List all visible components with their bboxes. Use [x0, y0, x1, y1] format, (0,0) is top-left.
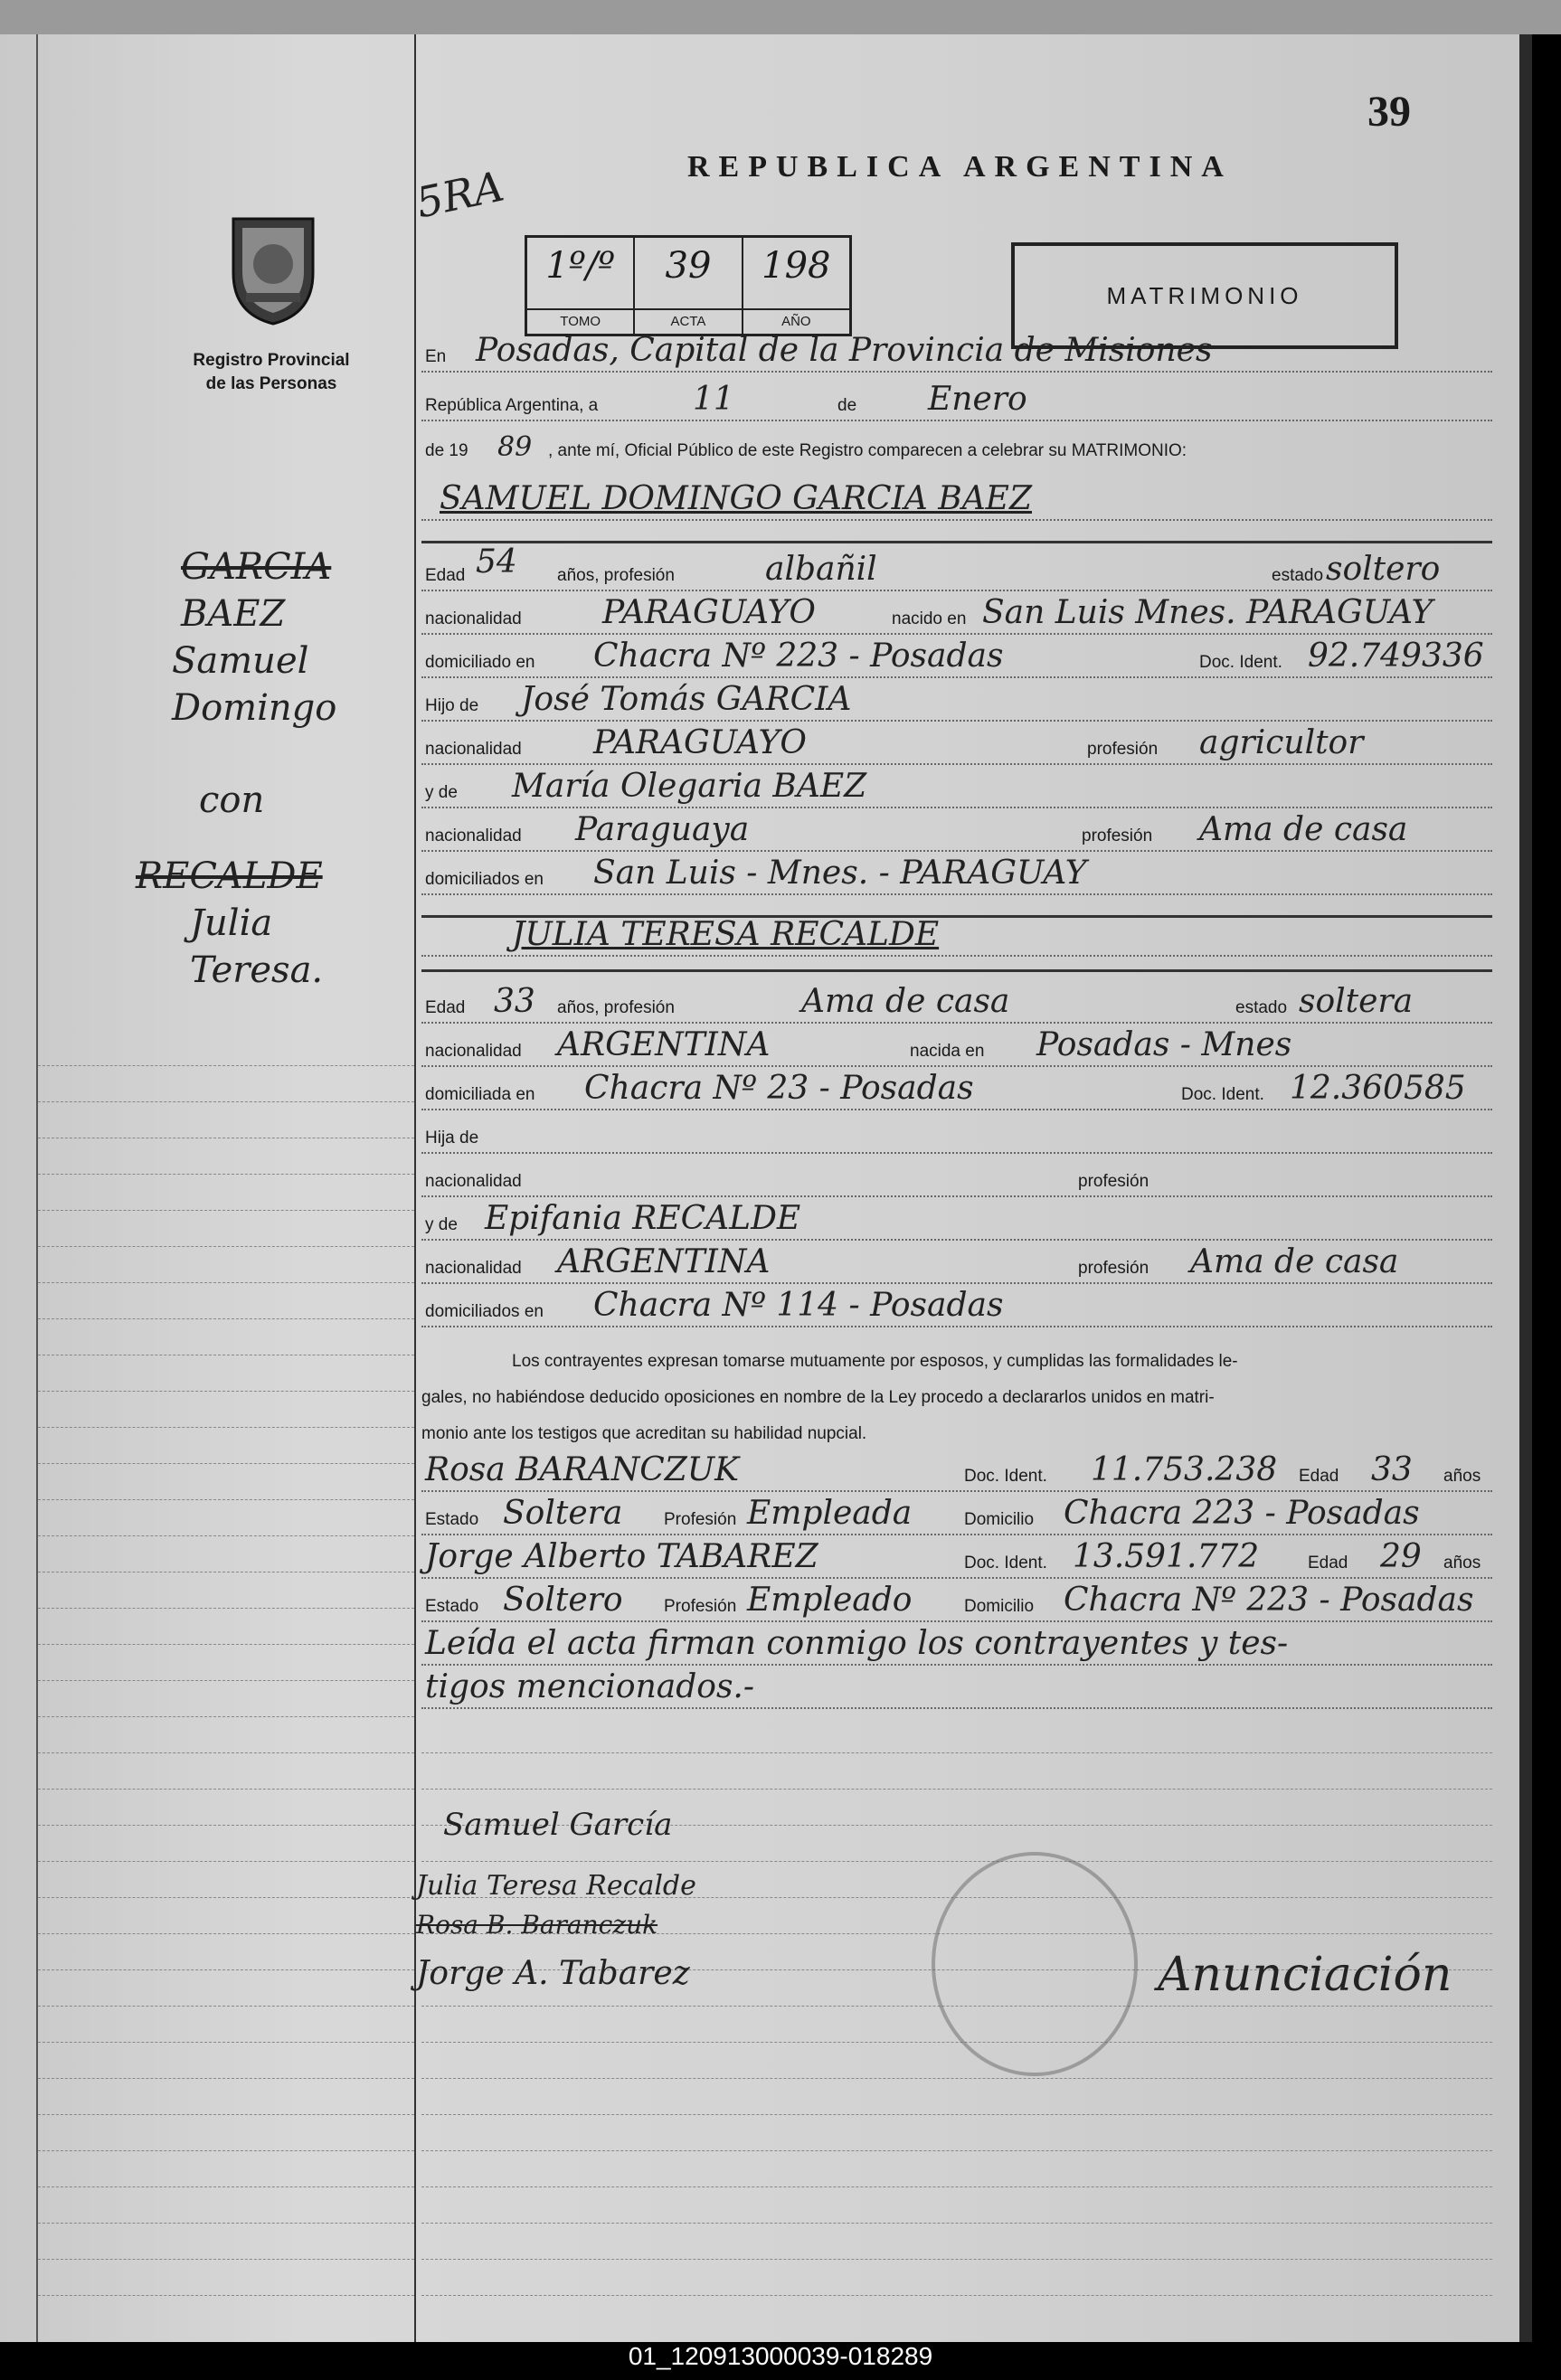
- bride-estado: soltera: [1299, 983, 1414, 1020]
- closing-text-2: tigos mencionados.-: [425, 1668, 755, 1705]
- registry-label-line1: Registro Provincial: [193, 351, 350, 370]
- registry-label: [154, 349, 389, 396]
- groom-edad-label: Edad: [425, 566, 466, 585]
- scan-top-strip: [0, 0, 1561, 34]
- tomo-value: 1º/º: [545, 245, 615, 287]
- acta-label: ACTA: [635, 308, 741, 334]
- groom-father-line: [421, 681, 1492, 727]
- groom-doc-label: Doc. Ident.: [1199, 653, 1282, 672]
- groom-father-prof-label: profesión: [1087, 740, 1159, 759]
- intro-year-line: [421, 430, 1492, 472]
- groom-nacionalidad-label: nacionalidad: [425, 609, 522, 628]
- margin-annotation: 5RA: [412, 161, 508, 228]
- groom-nacionalidad: PARAGUAYO: [602, 594, 816, 631]
- margin-given-4: Teresa.: [190, 949, 324, 991]
- groom-father-nat-line: [421, 724, 1492, 770]
- bride-parents-dom: Chacra Nº 114 - Posadas: [593, 1287, 1004, 1324]
- bride-address-line: [421, 1070, 1492, 1116]
- bride-separator: [421, 969, 1492, 972]
- intro-place-line: [421, 332, 1492, 378]
- bride-nacionalidad-label: nacionalidad: [425, 1042, 522, 1061]
- witness2-name: Jorge Alberto TABAREZ: [425, 1538, 818, 1575]
- witness1-estado-label: Estado: [425, 1510, 479, 1529]
- witness2-profesion: Empleado: [747, 1582, 913, 1619]
- witness1-edad-label: Edad: [1299, 1467, 1339, 1486]
- signature-groom: Samuel García: [443, 1807, 673, 1843]
- bride-father-nac-label: nacionalidad: [425, 1172, 522, 1191]
- groom-father-nac-label: nacionalidad: [425, 740, 522, 759]
- bride-father-line: [421, 1118, 1492, 1159]
- bride-nacionalidad: ARGENTINA: [557, 1026, 771, 1063]
- bride-age-line: [421, 983, 1492, 1029]
- groom-estado-label: estado: [1272, 566, 1324, 585]
- signature-officer: Anunciación: [1158, 1948, 1452, 2002]
- groom-mother: María Olegaria BAEZ: [512, 768, 867, 805]
- column-divider: [414, 34, 416, 2342]
- groom-mother-line: [421, 768, 1492, 814]
- witness1-domicilio-label: Domicilio: [964, 1510, 1035, 1529]
- witness2-doc: 13.591.772: [1073, 1538, 1260, 1575]
- groom-estado: soltero: [1326, 551, 1441, 588]
- groom-mother-nac: Paraguaya: [575, 811, 750, 848]
- margin-surname-3: RECALDE: [136, 855, 323, 897]
- groom-father: José Tomás GARCIA: [521, 681, 852, 718]
- bride-nacida-en: Posadas - Mnes: [1036, 1026, 1292, 1063]
- official-stamp: [932, 1852, 1138, 2076]
- groom-father-label: Hijo de: [425, 696, 479, 715]
- registry-label-line2: de las Personas: [205, 374, 337, 393]
- bride-mother-label: y de: [425, 1215, 458, 1234]
- groom-mother-prof-label: profesión: [1082, 826, 1153, 845]
- bride-mother-line: [421, 1200, 1492, 1246]
- witness1-profesion: Empleada: [747, 1495, 913, 1532]
- year-prefix: de 19: [425, 441, 468, 460]
- bride-mother-nat-line: [421, 1243, 1492, 1289]
- groom-mother-label: y de: [425, 783, 458, 802]
- intro-month: Enero: [928, 381, 1027, 418]
- margin-surname-2: BAEZ: [181, 593, 286, 635]
- groom-address-line: [421, 638, 1492, 684]
- witness1-name-line: [421, 1451, 1492, 1497]
- witness2-edad: 29: [1380, 1538, 1422, 1575]
- witness2-estado-label: Estado: [425, 1597, 479, 1616]
- witness2-profesion-label: Profesión: [664, 1597, 737, 1616]
- bride-profesion: Ama de casa: [801, 983, 1010, 1020]
- groom-doc: 92.749336: [1308, 638, 1484, 675]
- bride-mother: Epifania RECALDE: [485, 1200, 801, 1237]
- signature-witness2: Jorge A. Tabarez: [416, 1955, 690, 1992]
- witness1-doc-label: Doc. Ident.: [964, 1467, 1047, 1486]
- groom-parents-dom-line: [421, 855, 1492, 901]
- de-label: de: [837, 396, 857, 415]
- acta-value: 39: [665, 245, 712, 287]
- closing-text-1: Leída el acta firman conmigo los contrayentes y tes-: [425, 1625, 1289, 1662]
- bride-mother-nac-label: nacionalidad: [425, 1259, 522, 1278]
- declaration-line-1: Los contrayentes expresan tomarse mutuamente por esposos, y cumplidas las formalidades le-: [512, 1352, 1238, 1371]
- witness1-profesion-label: Profesión: [664, 1510, 737, 1529]
- witness2-doc-label: Doc. Ident.: [964, 1554, 1047, 1572]
- groom-profesion: albañil: [765, 551, 877, 588]
- bride-domiciliada-label: domiciliada en: [425, 1085, 535, 1104]
- bride-doc-label: Doc. Ident.: [1181, 1085, 1264, 1104]
- country-title: REPUBLICA ARGENTINA: [687, 150, 1233, 184]
- groom-name: SAMUEL DOMINGO GARCIA BAEZ: [440, 480, 1032, 517]
- witness2-domicilio: Chacra Nº 223 - Posadas: [1064, 1582, 1474, 1619]
- witness2-edad-label: Edad: [1308, 1554, 1348, 1572]
- ano-label: AÑO: [743, 308, 849, 334]
- declaration-line-2: gales, no habiéndose deducido oposiciones en nombre de la Ley procedo a declararlos unidos en matri-: [421, 1388, 1215, 1407]
- groom-domiciliado-label: domiciliado en: [425, 653, 535, 672]
- provincial-seal-icon: [224, 210, 322, 327]
- register-page: [0, 34, 1532, 2342]
- groom-edad: 54: [476, 543, 517, 581]
- margin-con: con: [199, 779, 265, 821]
- signature-witness1: Rosa B. Baranczuk: [416, 1910, 658, 1940]
- groom-mother-nat-line: [421, 811, 1492, 857]
- scan-footer-id: 01_120913000039-018289: [628, 2342, 933, 2370]
- bride-domicilio: Chacra Nº 23 - Posadas: [584, 1070, 974, 1107]
- margin-given-3: Julia: [190, 902, 273, 944]
- groom-nacido-label: nacido en: [892, 609, 967, 628]
- groom-age-line: [421, 543, 1492, 597]
- bride-doc: 12.360585: [1290, 1070, 1466, 1107]
- officer-text: , ante mí, Oficial Público de este Registro comparecen a celebrar su MATRIMONIO:: [548, 441, 1187, 460]
- declaration-line-3: monio ante los testigos que acreditan su habilidad nupcial.: [421, 1424, 867, 1443]
- intro-place: Posadas, Capital de la Provincia de Misiones: [476, 332, 1213, 369]
- witness2-name-line: [421, 1538, 1492, 1584]
- acta-cell: [635, 238, 743, 334]
- witness1-edad: 33: [1371, 1451, 1413, 1488]
- bride-name: JULIA TERESA RECALDE: [512, 916, 940, 953]
- bride-name-line: [421, 916, 1492, 962]
- margin-given-1: Samuel: [172, 640, 309, 682]
- page-number: 39: [1367, 88, 1411, 136]
- acta-table: [525, 235, 852, 336]
- intro-date-line: [421, 381, 1492, 427]
- bride-parents-dom-label: domiciliados en: [425, 1302, 544, 1321]
- groom-mother-prof: Ama de casa: [1199, 811, 1408, 848]
- bride-mother-prof: Ama de casa: [1190, 1243, 1399, 1280]
- witness2-anos-label: años: [1443, 1554, 1481, 1572]
- witness1-name: Rosa BARANCZUK: [425, 1451, 740, 1488]
- certificate-type: MATRIMONIO: [1106, 281, 1303, 309]
- bride-father-prof-label: profesión: [1078, 1172, 1149, 1191]
- witness1-details-line: [421, 1495, 1492, 1541]
- bride-estado-label: estado: [1235, 998, 1288, 1017]
- en-label: En: [425, 347, 447, 366]
- closing-line-2: [421, 1668, 1492, 1714]
- margin-surname-1: GARCIA: [181, 546, 332, 588]
- bride-parents-dom-line: [421, 1287, 1492, 1333]
- groom-domicilio: Chacra Nº 223 - Posadas: [593, 638, 1004, 675]
- groom-anos-label: años, profesión: [557, 566, 675, 585]
- groom-mother-nac-label: nacionalidad: [425, 826, 522, 845]
- declaration-text: [421, 1344, 1489, 1452]
- bride-anos-label: años, profesión: [557, 998, 675, 1017]
- bride-mother-nac: ARGENTINA: [557, 1243, 771, 1280]
- witness2-estado: Soltero: [503, 1582, 623, 1619]
- witness1-doc: 11.753.238: [1091, 1451, 1278, 1488]
- groom-father-prof: agricultor: [1199, 724, 1364, 761]
- bride-edad-label: Edad: [425, 998, 466, 1017]
- witness1-estado: Soltera: [503, 1495, 623, 1532]
- bride-father-label: Hija de: [425, 1129, 479, 1148]
- intro-year: 89: [497, 431, 533, 463]
- margin-given-2: Domingo: [172, 687, 337, 729]
- witness1-anos-label: años: [1443, 1467, 1481, 1486]
- groom-name-line: [421, 480, 1492, 526]
- bride-mother-prof-label: profesión: [1078, 1259, 1149, 1278]
- bride-edad: 33: [494, 983, 535, 1020]
- groom-separator: [421, 541, 1492, 543]
- ano-cell: [743, 238, 849, 334]
- groom-nationality-line: [421, 594, 1492, 640]
- closing-line-1: [421, 1625, 1492, 1671]
- groom-parents-dom-label: domiciliados en: [425, 870, 544, 889]
- tomo-label: TOMO: [527, 308, 633, 334]
- groom-parents-dom: San Luis - Mnes. - PARAGUAY: [593, 855, 1087, 892]
- ano-value: 198: [762, 245, 831, 287]
- witness2-details-line: [421, 1582, 1492, 1628]
- bride-father-nat-line: [421, 1161, 1492, 1203]
- tomo-cell: [527, 238, 635, 334]
- bride-nacida-label: nacida en: [910, 1042, 985, 1061]
- bride-nationality-line: [421, 1026, 1492, 1072]
- signature-bride: Julia Teresa Recalde: [416, 1870, 696, 1902]
- groom-nacido-en: San Luis Mnes. PARAGUAY: [982, 594, 1433, 631]
- witness1-domicilio: Chacra 223 - Posadas: [1064, 1495, 1420, 1532]
- intro-day: 11: [693, 381, 734, 418]
- witness2-domicilio-label: Domicilio: [964, 1597, 1035, 1616]
- republica-label: República Argentina, a: [425, 396, 599, 415]
- groom-father-nac: PARAGUAYO: [593, 724, 807, 761]
